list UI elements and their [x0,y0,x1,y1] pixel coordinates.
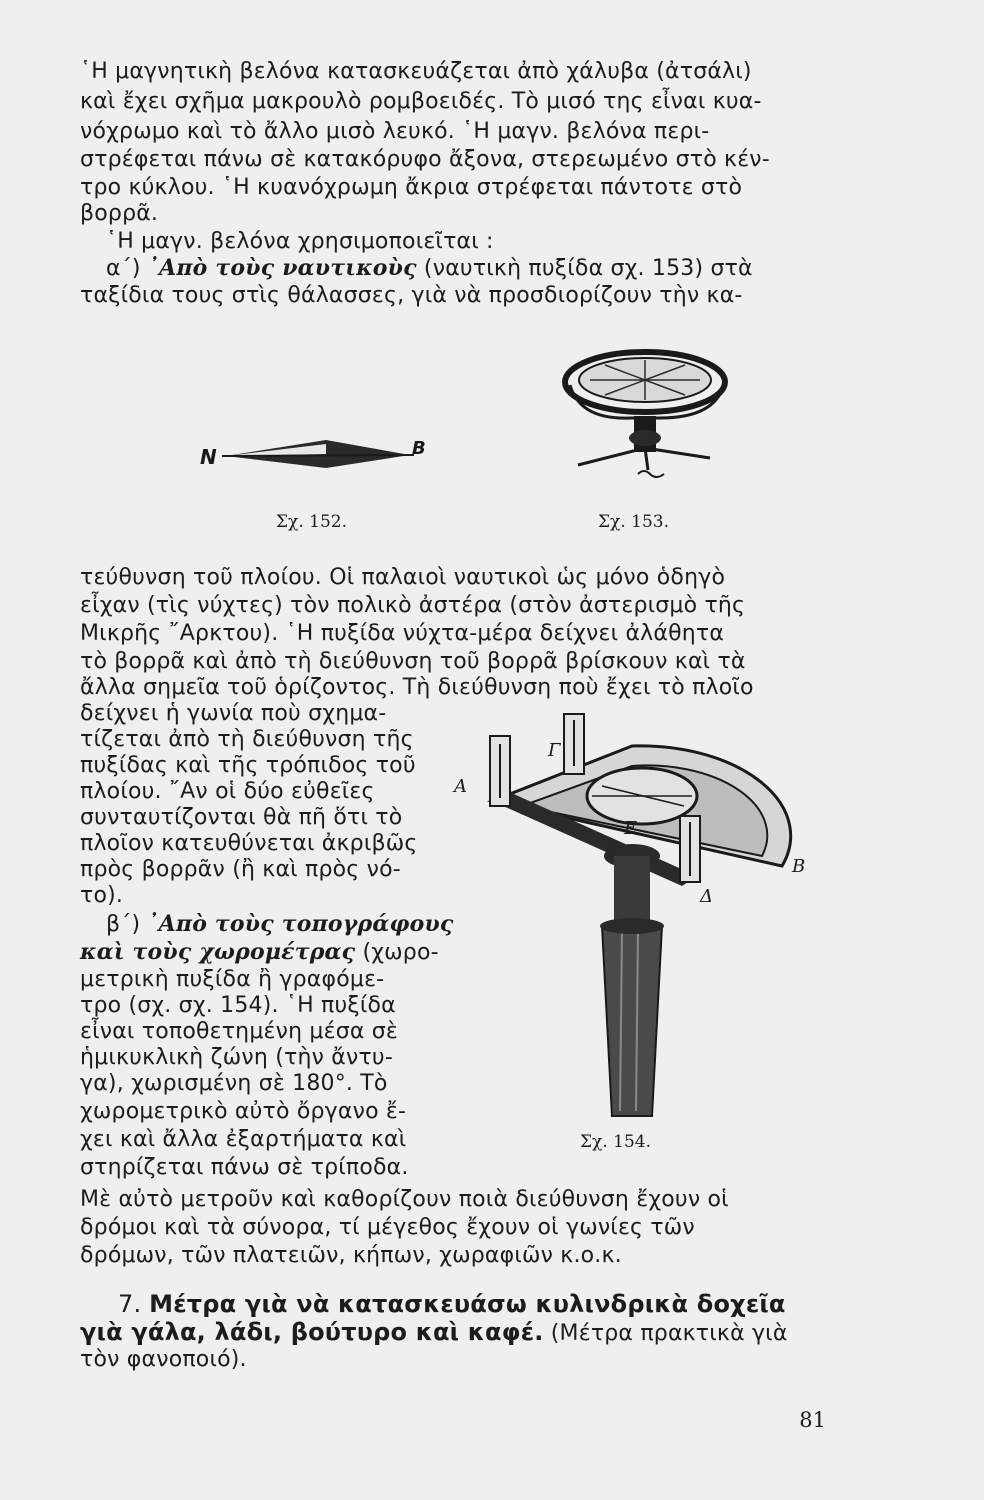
text-line: εἶχαν (τὶς νύχτες) τὸν πολικὸ ἀστέρα (στὸν ἀστερισμὸ τῆς [80,593,746,618]
text-line: τὸν φανοποιό). [80,1347,247,1372]
figure-154-caption: Σχ. 154. [580,1132,651,1152]
figure-152-caption: Σχ. 152. [276,512,347,532]
text-line: πυξίδας καὶ τῆς τρόπιδος τοῦ [80,753,416,778]
text-line: δείχνει ἡ γωνία ποὺ σχημα- [80,701,387,726]
text-line: χει καὶ ἄλλα ἐξαρτήματα καὶ [80,1127,407,1152]
text-line: μετρικὴ πυξίδα ἢ γραφόμε- [80,967,385,992]
label-gamma: Γ [548,740,561,761]
item-a-italic: ᾿Απὸ τοὺς ναυτικοὺς [147,255,417,281]
section-number: 7. [118,1290,150,1318]
text-line: τὸ βορρᾶ καὶ ἀπὸ τὴ διεύθυνση τοῦ βορρᾶ βρίσκουν καὶ τὰ [80,649,746,674]
mount-knuckle [614,856,650,926]
text-line: στρέφεται πάνω σὲ κατακόρυφο ἄξονα, στερεωμένο στὸ κέν- [80,147,770,172]
item-a-prefix: α΄) [106,256,148,281]
label-beta: Β [792,856,806,877]
item-b-rest: (χωρο- [355,940,439,965]
label-epsilon: Ε [624,818,638,839]
text-line: τίζεται ἀπὸ τὴ διεύθυνση τῆς [80,727,414,752]
section-heading-line-2 [80,1318,788,1348]
figure-153-caption: Σχ. 153. [598,512,669,532]
pole-collar [600,918,664,934]
item-a-rest: (ναυτικὴ πυξίδα σχ. 153) στὰ [416,256,753,281]
text-line: συνταυτίζονται θὰ πῆ ὅτι τὸ [80,805,403,830]
text-line: ἄλλα σημεῖα τοῦ ὁρίζοντος. Τὴ διεύθυνση ποὺ ἔχει τὸ πλοῖο [80,675,754,700]
text-line: τρο κύκλου. ῾Η κυανόχρωμη ἄκρια στρέφεται πάντοτε στὸ [80,175,743,200]
item-b-line [106,910,454,939]
text-line: χωρομετρικὸ αὐτὸ ὄργανο ἔ- [80,1099,407,1124]
text-line: πλοίου. ῎Αν οἱ δύο εὐθεῖες [80,779,375,804]
text-line: το). [80,883,124,908]
item-b-prefix: β΄) [106,912,148,937]
compass-leg [578,448,645,465]
text-line: γα), χωρισμένη σὲ 180°. Τὸ [80,1071,388,1096]
figure-152-needle [196,430,436,480]
compass-foot-mark [638,471,664,477]
compass-leg [645,448,710,458]
compass-knob [629,430,661,446]
figure-154-surveying-compass [452,706,832,1136]
section-heading [118,1290,786,1318]
text-line: ῾Η μαγνητικὴ βελόνα κατασκευάζεται ἀπὸ χάλυβα (ἀτσάλι) [80,59,752,84]
item-a-line [106,254,753,283]
text-line: δρόμοι καὶ τὰ σύνορα, τί μέγεθος ἔχουν οἱ γωνίες τῶν [80,1215,695,1240]
needle-label-b: B [412,438,426,459]
section-title-2: γιὰ γάλα, λάδι, βούτυρο καὶ καφέ. [80,1318,544,1346]
text-line: καὶ ἔχει σχῆμα μακρουλὸ ρομβοειδές. Τὸ μισό της εἶναι κυα- [80,89,762,114]
text-line: τεύθυνση τοῦ πλοίου. Οἱ παλαιοὶ ναυτικοὶ ὡς μόνο ὁδηγὸ [80,565,726,590]
text-line: βορρᾶ. [80,201,159,226]
text-line: ταξίδια τους στὶς θάλασσες, γιὰ νὰ προσδιορίζουν τὴν κα- [80,283,743,308]
tripod-pole [602,926,662,1116]
text-line: νόχρωμο καὶ τὸ ἄλλο μισὸ λευκό. ῾Η μαγν. βελόνα περι- [80,119,710,144]
page-number: 81 [799,1408,826,1432]
item-b-italic-2: καὶ τοὺς χωρομέτρας [80,939,356,965]
label-alpha: Α [454,776,467,797]
text-line: στηρίζεται πάνω σὲ τρίποδα. [80,1155,409,1180]
text-line: ἡμικυκλικὴ ζώνη (τὴν ἄντυ- [80,1045,393,1070]
text-line: εἶναι τοποθετημένη μέσα σὲ [80,1019,398,1044]
text-line: πλοῖον κατευθύνεται ἀκριβῶς [80,831,418,856]
item-b-line-2 [80,938,439,967]
section-rest: (Μέτρα πρακτικὰ γιὰ [543,1321,788,1346]
text-line: Μικρῆς ῎Αρκτου). ῾Η πυξίδα νύχτα-μέρα δείχνει ἀλάθητα [80,621,725,646]
label-delta: Δ [700,886,713,907]
text-line: πρὸς βορρᾶν (ἢ καὶ πρὸς νό- [80,857,401,882]
section-title-1: Μέτρα γιὰ νὰ κατασκευάσω κυλινδρικὰ δοχεῖα [149,1290,786,1318]
figure-153-compass [560,340,730,490]
text-line: τρο (σχ. σχ. 154). ῾Η πυξίδα [80,993,396,1018]
text-line: δρόμων, τῶν πλατειῶν, κήπων, χωραφιῶν κ.ο.κ. [80,1243,622,1268]
needle-axis [222,455,414,456]
text-line: ῾Η μαγν. βελόνα χρησιμοποιεῖται : [106,229,494,254]
text-line: Μὲ αὐτὸ μετροῦν καὶ καθορίζουν ποιὰ διεύθυνση ἔχουν οἱ [80,1187,729,1212]
item-b-italic: ᾿Απὸ τοὺς τοπογράφους [147,911,454,937]
needle-label-n: N [200,445,217,469]
